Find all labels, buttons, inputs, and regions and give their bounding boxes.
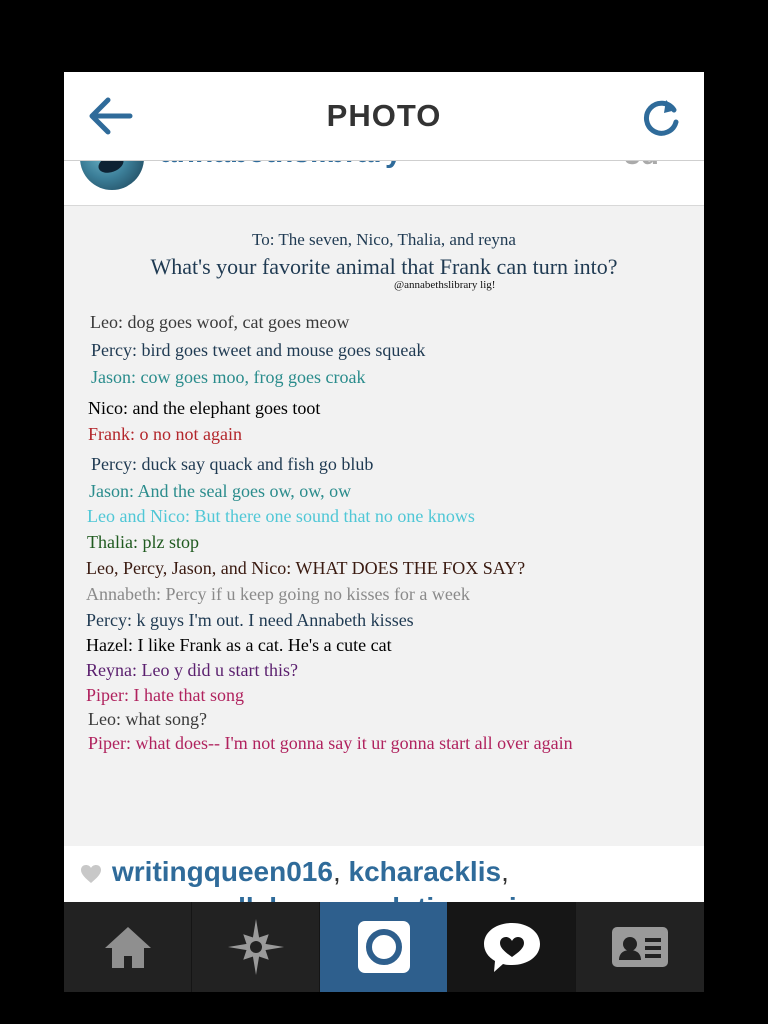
refresh-icon — [642, 96, 682, 138]
conversation-line: Leo and Nico: But there one sound that no one knows — [87, 506, 475, 526]
camera-icon — [357, 920, 411, 974]
conversation-line: Thalia: plz stop — [87, 532, 199, 552]
conversation-line: Reyna: Leo y did u start this? — [86, 660, 298, 680]
liker-separator: , — [332, 856, 349, 887]
likers-line-1 — [112, 856, 509, 888]
bottom-tab-bar — [64, 902, 704, 992]
likes-row — [64, 846, 704, 902]
conversation-line: Jason: And the seal goes ow, ow, ow — [89, 481, 352, 501]
home-icon — [102, 924, 154, 970]
liker-separator: , — [501, 856, 509, 887]
conversation-line: Annabeth: Percy if u keep going no kisses for a week — [86, 584, 470, 604]
conversation-line: Leo: dog goes woof, cat goes meow — [90, 312, 350, 332]
conversation-line: Percy: bird goes tweet and mouse goes squeak — [91, 340, 426, 360]
tab-explore[interactable] — [192, 902, 320, 992]
tab-profile[interactable] — [576, 902, 703, 992]
refresh-button[interactable] — [642, 96, 682, 138]
conversation-line: Jason: cow goes moo, frog goes croak — [91, 367, 366, 387]
tab-home[interactable] — [64, 902, 192, 992]
heart-icon — [80, 864, 102, 884]
conversation-line: Nico: and the elephant goes toot — [88, 398, 321, 418]
post-header — [64, 160, 704, 206]
conversation-line: Percy: duck say quack and fish go blub — [91, 454, 374, 474]
conversation-line: Frank: o no not again — [88, 424, 242, 444]
conversation-line: Piper: what does-- I'm not gonna say it ur gonna start all over again — [88, 733, 573, 753]
image-credit: @annabethslibrary lig! — [394, 279, 496, 291]
conversation-line: Percy: k guys I'm out. I need Annabeth kisses — [86, 610, 414, 630]
tab-activity[interactable] — [448, 902, 576, 992]
explore-star-icon — [226, 917, 286, 977]
page-title: PHOTO — [326, 98, 442, 133]
liker-link[interactable]: kcharacklis — [348, 856, 502, 887]
image-to-line: To: The seven, Nico, Thalia, and reyna — [252, 230, 516, 249]
post-photo[interactable] — [64, 206, 704, 846]
conversation-line: Piper: I hate that song — [86, 685, 244, 705]
conversation-line: Leo, Percy, Jason, and Nico: WHAT DOES THE FOX SAY? — [86, 558, 526, 578]
tab-camera[interactable] — [320, 902, 448, 992]
image-question: What's your favorite animal that Frank can turn into? — [150, 254, 618, 279]
app-screen — [64, 72, 704, 992]
conversation-line: Hazel: I like Frank as a cat. He's a cute cat — [86, 635, 392, 655]
top-nav-bar — [64, 72, 704, 161]
conversation-block — [64, 206, 704, 846]
conversation-line: Leo: what song? — [88, 709, 207, 729]
profile-card-icon — [611, 926, 669, 968]
heart-bubble-icon — [482, 919, 542, 975]
liker-link[interactable]: writingqueen016 — [112, 856, 333, 887]
